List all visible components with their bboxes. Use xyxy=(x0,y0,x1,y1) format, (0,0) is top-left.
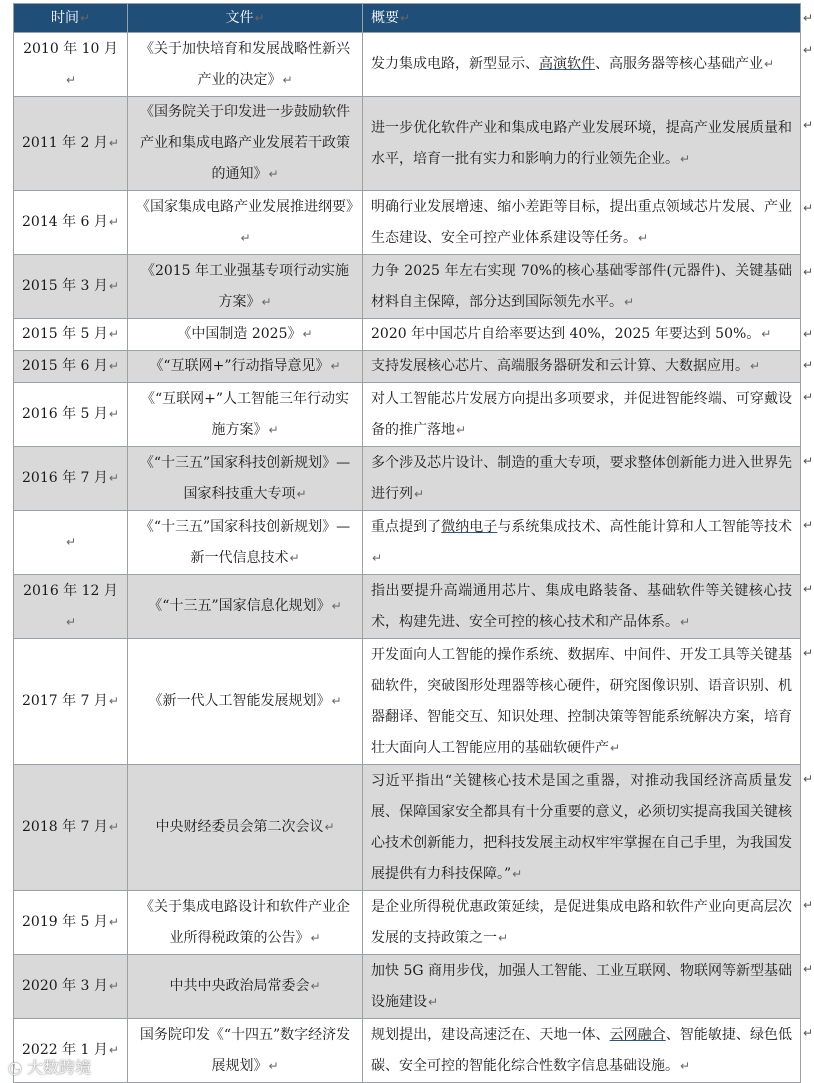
row-end-mark: ↵ xyxy=(803,646,814,660)
summary-cell: 加快 5G 商用步伐，加强人工智能、工业互联网、物联网等新型基础设施建设↵ xyxy=(363,955,801,1019)
time-cell: 2016 年 12 月↵ xyxy=(14,575,128,639)
row-end-mark: ↵ xyxy=(803,265,814,279)
document-cell: 《关于集成电路设计和软件产业企业所得税政策的公告》↵ xyxy=(128,891,363,955)
summary-cell: 习近平指出“关键核心技术是国之重器，对推动我国经济高质量发展、保障国家安全都具有十分重要的意义，必须切实提高我国关键核心技术创新能力，把科技发展主动权牢牢掌握在自己手里，为我国发展提供有力科技保障。”↵ xyxy=(363,765,801,891)
document-cell: 《中国制造 2025》↵ xyxy=(128,319,363,351)
document-cell: 《“十三五”国家科技创新规划》—新一代信息技术↵ xyxy=(128,511,363,575)
summary-cell: 支持发展核心芯片、高端服务器研发和云计算、大数据应用。↵ xyxy=(363,351,801,383)
document-cell: 《“互联网+”行动指导意见》↵ xyxy=(128,351,363,383)
time-cell: 2015 年 3 月↵ xyxy=(14,255,128,319)
summary-cell: 重点提到了微纳电子与系统集成技术、高性能计算和人工智能等技术↵ xyxy=(363,511,801,575)
table-row xyxy=(14,447,801,511)
row-end-mark: ↵ xyxy=(803,962,814,976)
table-row xyxy=(14,511,801,575)
table-row xyxy=(14,351,801,383)
time-cell: ↵ xyxy=(14,511,128,575)
document-cell: 《“互联网+”人工智能三年行动实施方案》↵ xyxy=(128,383,363,447)
summary-cell: 发力集成电路，新型显示、高演软件、高服务器等核心基础产业↵ xyxy=(363,33,801,97)
summary-cell: 进一步优化软件产业和集成电路产业发展环境，提高产业发展质量和水平，培育一批有实力和影响力的行业领先企业。↵ xyxy=(363,97,801,191)
table-row xyxy=(14,33,801,97)
summary-link: 高演软件 xyxy=(539,56,595,72)
row-end-mark: ↵ xyxy=(803,327,814,341)
time-cell: 2015 年 6 月↵ xyxy=(14,351,128,383)
document-cell: 《“十三五”国家科技创新规划》—国家科技重大专项↵ xyxy=(128,447,363,511)
header-row xyxy=(14,4,801,33)
time-cell: 2016 年 7 月↵ xyxy=(14,447,128,511)
time-cell: 2020 年 3 月↵ xyxy=(14,955,128,1019)
document-cell: 《“十三五”国家信息化规划》↵ xyxy=(128,575,363,639)
row-end-mark: ↵ xyxy=(803,390,814,404)
document-cell: 《2015 年工业强基专项行动实施方案》↵ xyxy=(128,255,363,319)
table-row xyxy=(14,639,801,765)
watermark-icon: ◔ xyxy=(8,1058,28,1077)
row-end-mark: ↵ xyxy=(803,118,814,132)
document-cell: 《新一代人工智能发展规划》↵ xyxy=(128,639,363,765)
document-cell: 国务院印发《“十四五”数字经济发展规划》↵ xyxy=(128,1019,363,1083)
time-cell: 2017 年 7 月↵ xyxy=(14,639,128,765)
table-row xyxy=(14,955,801,1019)
table-row xyxy=(14,1019,801,1083)
header-document: 文件↵ xyxy=(128,4,363,33)
header-summary: 概要↵ xyxy=(363,4,801,33)
document-cell: 《国务院关于印发进一步鼓励软件产业和集成电路产业发展若干政策的通知》↵ xyxy=(128,97,363,191)
time-cell: 2022 年 1 月↵ xyxy=(14,1019,128,1083)
cell-end-mark: ↵ xyxy=(400,11,411,25)
row-end-mark: ↵ xyxy=(803,898,814,912)
row-end-mark: ↵ xyxy=(803,358,814,372)
row-end-mark: ↵ xyxy=(803,772,814,786)
time-cell: 2014 年 6 月↵ xyxy=(14,191,128,255)
table-row xyxy=(14,319,801,351)
row-end-mark: ↵ xyxy=(803,518,814,532)
table-row xyxy=(14,97,801,191)
cell-end-mark: ↵ xyxy=(79,11,91,25)
row-end-mark: ↵ xyxy=(803,582,814,596)
time-cell: 2015 年 5 月↵ xyxy=(14,319,128,351)
cell-end-mark: ↵ xyxy=(254,11,265,25)
header-time: 时间↵ xyxy=(14,4,128,33)
summary-cell: 2020 年中国芯片自给率要达到 40%，2025 年要达到 50%。↵ xyxy=(363,319,801,351)
watermark: ◔ 大数跨境 xyxy=(8,1058,92,1077)
row-end-mark: ↵ xyxy=(803,454,814,468)
summary-link: 云网融合 xyxy=(609,1026,666,1043)
table-row xyxy=(14,765,801,891)
time-cell: 2010 年 10 月↵ xyxy=(14,33,128,97)
summary-cell: 开发面向人工智能的操作系统、数据库、中间件、开发工具等关键基础软件，突破图形处理器等核心硬件，研究图像识别、语音识别、机器翻译、智能交互、知识处理、控制决策等智能系统解决方案，培育壮大面向人工智能应用的基础软硬件产↵ xyxy=(363,639,801,765)
row-end-mark: ↵ xyxy=(803,201,814,215)
policy-table xyxy=(13,3,801,1083)
document-cell: 《国家集成电路产业发展推进纲要》↵ xyxy=(128,191,363,255)
time-cell: 2016 年 5 月↵ xyxy=(14,383,128,447)
row-end-mark: ↵ xyxy=(803,11,814,25)
summary-cell: 规划提出，建设高速泛在、天地一体、云网融合、智能敏捷、绿色低碳、安全可控的智能化综合性数字信息基础设施。↵ xyxy=(363,1019,801,1083)
document-cell: 中共中央政治局常委会↵ xyxy=(128,955,363,1019)
table-row xyxy=(14,191,801,255)
time-cell: 2018 年 7 月↵ xyxy=(14,765,128,891)
table-row xyxy=(14,255,801,319)
summary-cell: 对人工智能芯片发展方向提出多项要求，并促进智能终端、可穿戴设备的推广落地↵ xyxy=(363,383,801,447)
table-row xyxy=(14,891,801,955)
time-cell: 2019 年 5 月↵ xyxy=(14,891,128,955)
table-row xyxy=(14,575,801,639)
summary-cell: 指出要提升高端通用芯片、集成电路装备、基础软件等关键核心技术，构建先进、安全可控的核心技术和产品体系。↵ xyxy=(363,575,801,639)
summary-cell: 力争 2025 年左右实现 70%的核心基础零部件(元器件)、关键基础材料自主保障，部分达到国际领先水平。↵ xyxy=(363,255,801,319)
summary-cell: 是企业所得税优惠政策延续，是促进集成电路和软件产业向更高层次发展的支持政策之一↵ xyxy=(363,891,801,955)
summary-cell: 明确行业发展增速、缩小差距等目标，提出重点领域芯片发展、产业生态建设、安全可控产业体系建设等任务。↵ xyxy=(363,191,801,255)
document-cell: 《关于加快培育和发展战略性新兴产业的决定》↵ xyxy=(128,33,363,97)
row-end-mark: ↵ xyxy=(803,43,814,57)
time-cell: 2011 年 2 月↵ xyxy=(14,97,128,191)
summary-cell: 多个涉及芯片设计、制造的重大专项，要求整体创新能力进入世界先进行列↵ xyxy=(363,447,801,511)
summary-link: 微纳电子 xyxy=(441,518,498,535)
table-row xyxy=(14,383,801,447)
row-end-mark: ↵ xyxy=(803,1026,814,1040)
document-cell: 中央财经委员会第二次会议↵ xyxy=(128,765,363,891)
